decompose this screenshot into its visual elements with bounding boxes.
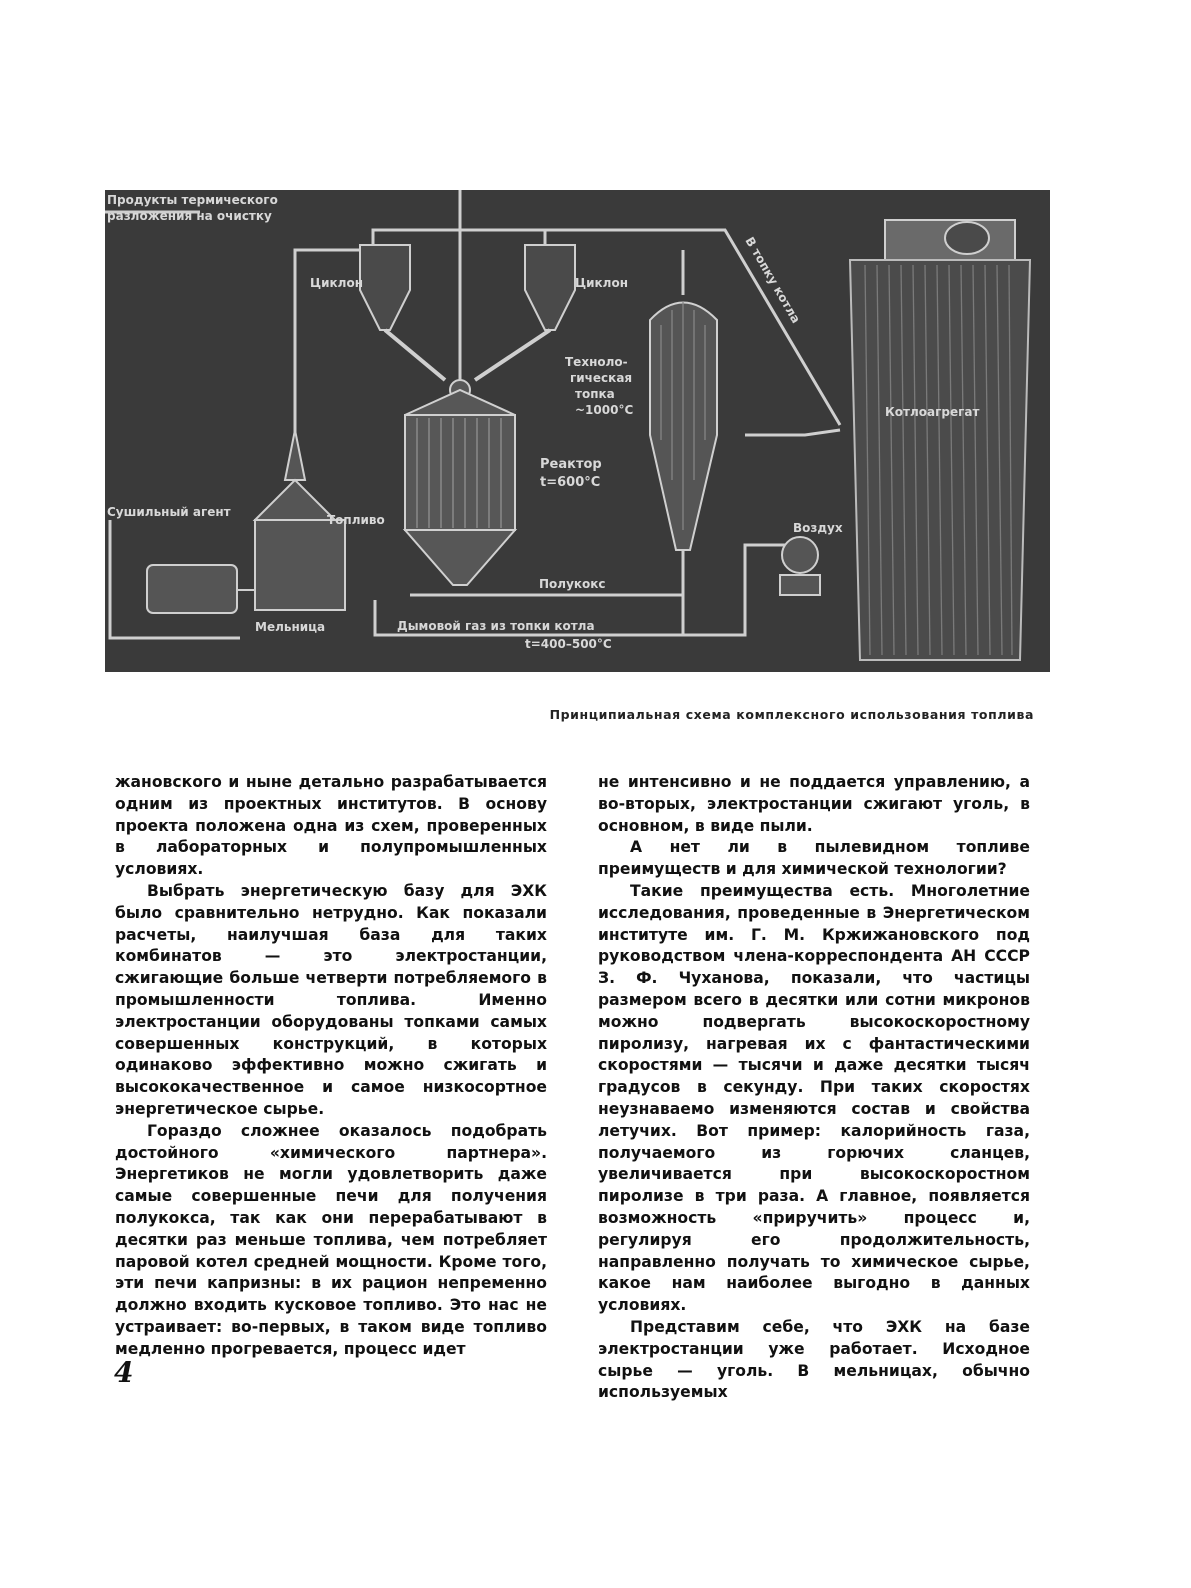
boiler-inlet-pipe — [745, 430, 840, 435]
label-reactor-2: t=600°C — [540, 475, 601, 490]
paragraph: Такие преимущества есть. Многолетние исследования, проведенные в Энергетическом институте им. Г. М. Кржижановского под руководством члена-корреспондента АН СССР З. Ф. Чуханова, показали, что частицы размером всего в десятки или сотни микронов можно подвергать высокоскоростному пиролизу, нагревая их с фантастическими скоростями — тысячи и даже десятки тысяч градусов в секунду. При таких скоростях неузнаваемо изменяются состав и свойства летучих. Вот пример: калорийность газа, получаемого из горючих сланцев, увеличивается при высокоскоростном пиролизе в три раза. А главное, появляется возможность «приручить» процесс и, регулируя его продолжительность, направленно получать то химическое сырье, какое нам наиболее выгодно в данных условиях. — [598, 881, 1030, 1315]
label-cyclone-left: Циклон — [310, 276, 364, 290]
label-tech-furnace-2: гическая — [570, 371, 633, 385]
label-flue-gas: Дымовой газ из топки котла — [397, 619, 595, 633]
paragraph: жановского и ныне детально разрабатывается одним из проектных институтов. В основу проекта положена одна из схем, проверенных в лабораторных и полупромышленных условиях. — [115, 773, 547, 879]
reactor-cone — [405, 530, 515, 585]
mill-separator — [285, 430, 305, 480]
mill-drum — [147, 565, 237, 613]
diagram-svg — [105, 190, 1050, 672]
figure-caption: Принципиальная схема комплексного использования топлива — [549, 707, 1034, 722]
cyclone-right — [525, 245, 575, 330]
label-tech-furnace-1: Техноло- — [565, 355, 628, 369]
label-reactor-1: Реактор — [540, 457, 602, 472]
reactor — [405, 380, 515, 585]
label-flue-temp: t=400–500°C — [525, 637, 612, 651]
paragraph: Гораздо сложнее оказалось подобрать достойного «химического партнера». Энергетиков не могли удовлетворить даже самые совершенные печи для получения полукокса, так как они перерабатывают в десятки раз меньше топлива, чем потребляет паровой котел средней мощности. Кроме того, эти печи капризны: в их рацион непременно должно входить кусковое топливо. Это нас не устраивает: во-первых, в таком виде топливо медленно прогревается, процесс идет — [115, 1121, 547, 1358]
reactor-body — [405, 415, 515, 530]
mill — [147, 430, 345, 613]
label-to-boiler: В топку котла — [742, 234, 804, 326]
label-cyclone-right: Циклон — [575, 276, 629, 290]
label-mill: Мельница — [255, 620, 326, 634]
label-products-2: разложения на очистку — [107, 209, 272, 223]
paragraph: Выбрать энергетическую базу для ЭХК было сравнительно нетрудно. Как показали расчеты, наилучшая база для таких комбинатов — это электростанции, сжигающие больше четверти потребляемого в промышленности топлива. Именно электростанции оборудованы топками самых совершенных конструкций, в которых одинаково эффективно можно сжигать и высококачественное и самое низкосортное энергетическое сырье. — [115, 881, 547, 1118]
right-column — [598, 772, 1030, 1404]
paragraph: Представим себе, что ЭХК на базе электростанции уже работает. Исходное сырье — уголь. В мельницах, обычно используемых — [598, 1317, 1030, 1402]
label-tech-furnace-4: ~1000°C — [575, 403, 634, 417]
label-products-1: Продукты термического — [107, 193, 278, 207]
process-diagram — [105, 190, 1050, 672]
air-pipe — [683, 545, 785, 635]
mill-top — [255, 480, 335, 520]
paragraph: не интенсивно и не поддается управлению, а во-вторых, электростанции сжигают уголь, в основном, в виде пыли. — [598, 773, 1030, 835]
paragraph: А нет ли в пылевидном топливе преимуществ и для химической технологии? — [598, 838, 1030, 879]
boiler-drum — [945, 222, 989, 254]
air-fan — [780, 537, 820, 595]
mill-body — [255, 520, 345, 610]
cyclones — [360, 245, 575, 380]
label-drying-agent: Сушильный агент — [107, 505, 231, 519]
reactor-dome — [405, 390, 515, 415]
page-number: 4 — [114, 1356, 134, 1389]
label-air: Воздух — [793, 521, 843, 535]
label-boiler-unit: Котлоагрегат — [885, 405, 980, 419]
label-fuel: Топливо — [327, 513, 385, 527]
label-semicoke: Полукокс — [539, 577, 606, 591]
cyclone-left — [360, 245, 410, 330]
label-tech-furnace-3: топка — [575, 387, 615, 401]
left-column — [115, 772, 547, 1361]
